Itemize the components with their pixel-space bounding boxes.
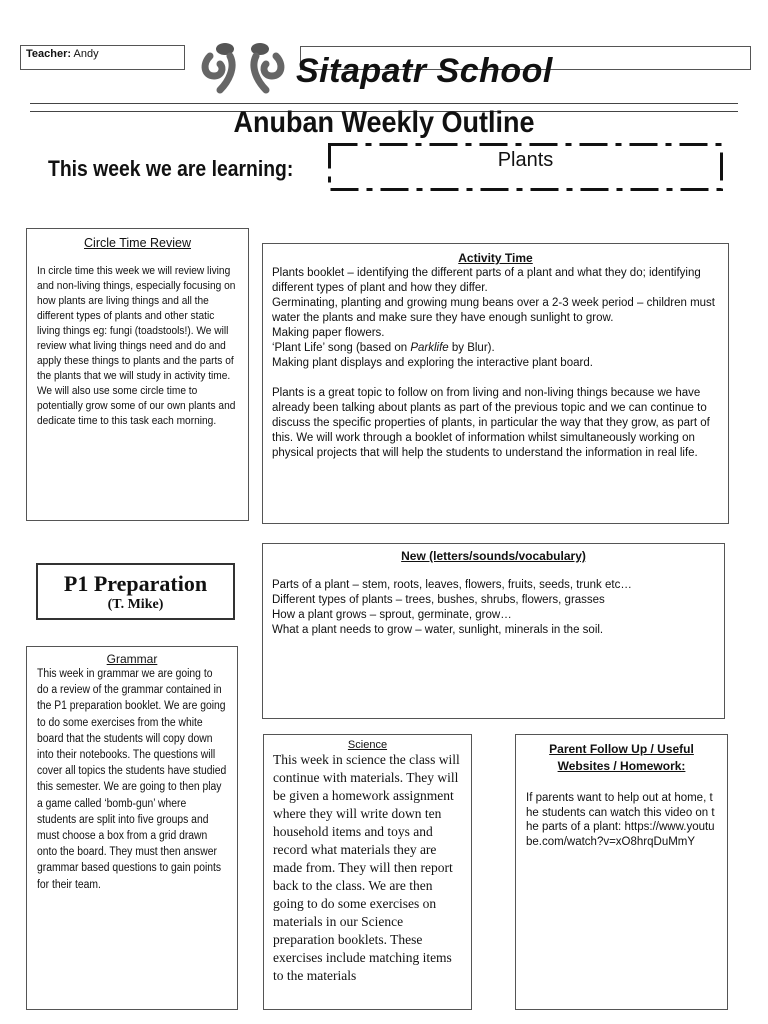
activity-line: Plants booklet – identifying the different parts of a plant and what they do; identifying different types of plant and how they differ. [272,267,701,294]
parent-follow-up-panel [515,734,728,1010]
vocab-line: How a plant grows – sprout, germinate, grow… [272,609,512,621]
p1-teacher: (T. Mike) [107,597,164,612]
p1-title: P1 Preparation [63,571,208,596]
new-vocabulary-heading: New (letters/sounds/vocabulary) [401,549,586,563]
science-heading: Science [347,739,388,751]
activity-line: Making paper flowers. [272,327,385,339]
circle-time-body: In circle time this week we will review living and non-living things, especially focusing on how plants are living things and all the different types of plants and other static living things eg: fungi (toadstools!). We will review what living things need and do and apply these things to plants and the parts of the plants that we will study in activity time. We will also use some circle time to potentially grow some of our own plants and dedicate time to this task each morning. [37,265,236,427]
activity-line: Making plant displays and exploring the interactive plant board. [272,357,593,369]
activity-time-heading: Activity Time [458,251,533,265]
vocab-line: Different types of plants – trees, bushes, shrubs, flowers, grasses [272,594,605,606]
grammar-heading: Grammar [106,652,158,666]
teacher-name: Andy [73,48,99,60]
school-logo-figures-icon [200,42,286,94]
circle-time-heading: Circle Time Review [84,236,191,250]
grammar-panel [26,646,238,1010]
learning-label: This week we are learning: [48,156,294,181]
p1-preparation-banner [36,563,235,620]
page-title: Anuban Weekly Outline [233,106,535,139]
teacher-label: Teacher: [26,48,72,60]
teacher-field [20,45,185,70]
activity-song-suffix: by Blur). [448,342,495,354]
circle-time-panel [26,228,249,521]
science-body: This week in science the class will continue with materials. They will be given a homework assignment where they will write down ten household items and toys and record what materials they are made from. They will then report back to the class. We are then going to do some exercises on materials in our Science preparation booklets. These exercises include matching items to the materials [273,752,460,983]
header-divider-upper [30,103,738,104]
science-panel [263,734,472,1010]
school-name: Sitapatr School [296,52,553,90]
parent-heading: Parent Follow Up / Useful Websites / Homework: [549,742,694,773]
activity-paragraph: Plants is a great topic to follow on from living and non-living things because we have already been talking about plants as part of the previous topic and we can continue to discuss the specific properties of plants, in particular the way that they grow, as part of this. We will work through a booklet of information whilst simultaneously working on physical projects that will help the students to understand the information in real life. [272,387,710,459]
new-vocabulary-panel [262,543,725,719]
activity-line [272,341,719,356]
learning-topic: Plants [497,149,554,171]
learning-topic-box [328,143,723,191]
parent-body: If parents want to help out at home, the students can watch this video on the parts of a plant: https://www.youtube.com/watch?v=xO8hrqDuMmY [526,792,715,848]
activity-time-panel [262,243,729,524]
vocab-line: Parts of a plant – stem, roots, leaves, flowers, fruits, seeds, trunk etc… [272,579,632,591]
vocab-line: What a plant needs to grow – water, sunlight, minerals in the soil. [272,624,604,636]
activity-song-title: Parklife [410,342,449,354]
activity-song-prefix: ‘Plant Life’ song (based on [272,342,411,354]
activity-line: Germinating, planting and growing mung beans over a 2-3 week period – children must water the plants and make sure they have enough sunlight to grow. [272,297,716,324]
grammar-body: This week in grammar we are going to do a review of the grammar contained in the P1 preparation booklet. We are going to do some exercises from the white board that the students will copy down into their notebooks. The questions will cover all topics the students have studied this semester. We are going to then play a game called ‘bomb-gun’ where students are split into five groups and must choose a box from a grid drawn onto the board. They must then answer grammar based questions to gain points for their team. [37,668,227,891]
